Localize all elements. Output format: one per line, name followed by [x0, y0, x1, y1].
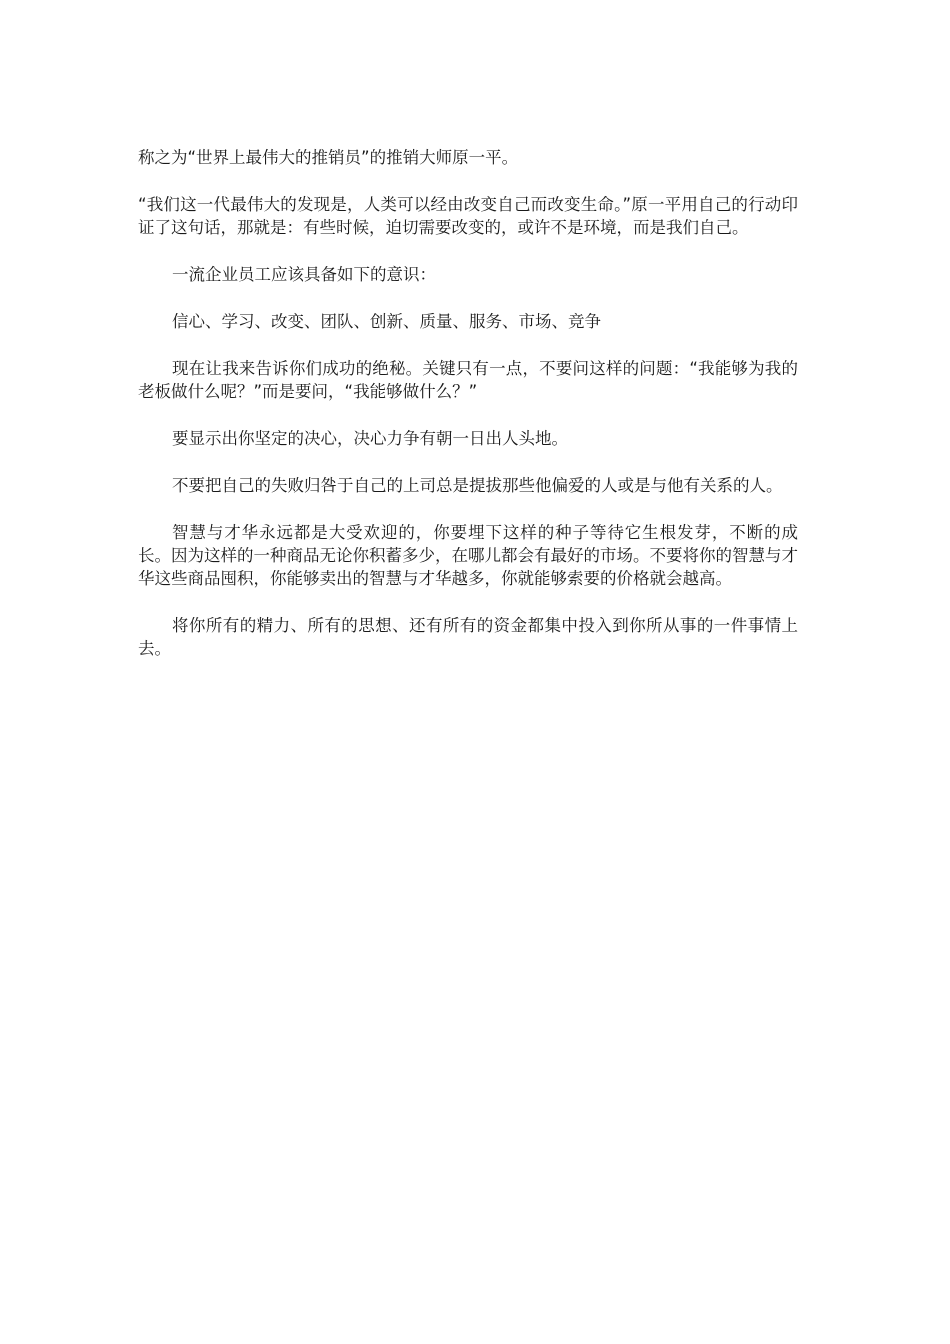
paragraph-3: 一流企业员工应该具备如下的意识： [172, 265, 436, 284]
paragraph-2: “我们这一代最伟大的发现是，人类可以经由改变自己而改变生命。”原一平用自己的行动印证了这句话，那就是：有些时候，迫切需要改变的，或许不是环境，而是我们自己。 [138, 195, 798, 237]
paragraph-9: 将你所有的精力、所有的思想、还有所有的资金都集中投入到你所从事的一件事情上去。 [138, 616, 798, 658]
paragraph-8: 智慧与才华永远都是大受欢迎的，你要埋下这样的种子等待它生根发芽，不断的成长。因为这样的一种商品无论你积蓄多少，在哪儿都会有最好的市场。不要将你的智慧与才华这些商品囤积，你能够卖出的智慧与才华越多，你就能够索要的价格就会越高。 [138, 523, 798, 588]
document-body [138, 146, 798, 684]
paragraph-5: 现在让我来告诉你们成功的绝秘。关键只有一点，不要问这样的问题：“我能够为我的老板做什么呢？”而是要问，“我能够做什么？” [138, 359, 798, 401]
paragraph-7: 不要把自己的失败归咎于自己的上司总是提拔那些他偏爱的人或是与他有关系的人。 [172, 476, 783, 495]
paragraph-6: 要显示出你坚定的决心，决心力争有朝一日出人头地。 [172, 429, 568, 448]
paragraph-4: 信心、学习、改变、团队、创新、质量、服务、市场、竞争 [172, 312, 601, 331]
paragraph-1: 称之为“世界上最伟大的推销员”的推销大师原一平。 [138, 148, 519, 167]
